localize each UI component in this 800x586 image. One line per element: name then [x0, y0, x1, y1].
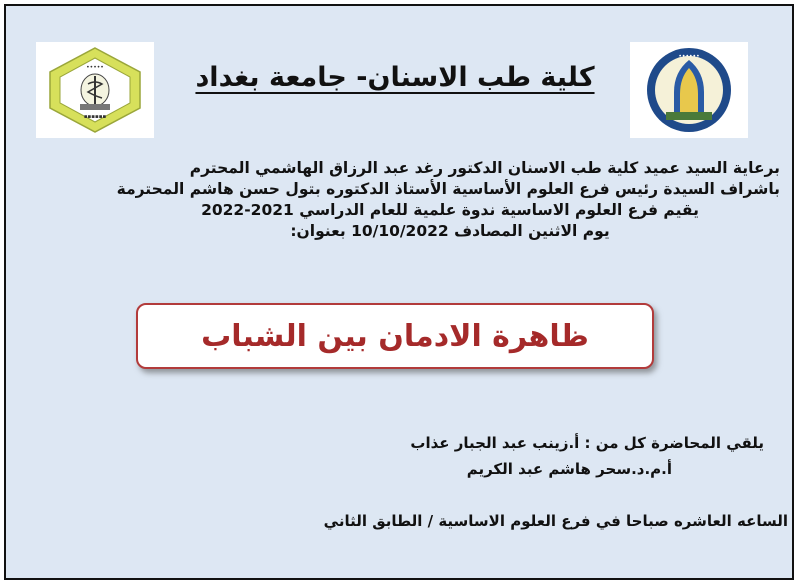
patronage-line: برعاية السيد عميد كلية طب الاسنان الدكتور رغد عبد الرزاق الهاشمي المحترم [189, 159, 780, 177]
supervision-line: باشراف السيدة رئيس فرع العلوم الأساسية الأستاذ الدكتوره بتول حسن هاشم المحترمة [116, 180, 780, 198]
topic-title: ظاهرة الادمان بين الشباب [201, 318, 589, 354]
topic-banner [136, 303, 654, 369]
lecturer-line-1: يلقي المحاضرة كل من : أ.زينب عبد الجبار عذاب [410, 434, 764, 452]
venue-text: الساعه العاشره صباحا في فرع العلوم الاساسية / الطابق الثاني [323, 512, 788, 530]
college-of-dentistry-logo [36, 42, 154, 138]
page-title: كلية طب الاسنان- جامعة بغداد [195, 62, 595, 93]
sponsorship-text [60, 158, 780, 242]
lecturer-line-2: أ.م.د.سحر هاشم عبد الكريم [466, 460, 672, 478]
lecturers-block [244, 430, 764, 482]
svg-text:▪▪▪▪▪▪: ▪▪▪▪▪▪ [83, 114, 107, 120]
svg-text:••••••: •••••• [678, 53, 700, 60]
svg-text:•••••: ••••• [86, 64, 104, 71]
university-of-baghdad-logo [630, 42, 748, 138]
seminar-line: يقيم فرع العلوم الاساسية ندوة علمية للعام الدراسي 2021-2022 [201, 201, 699, 219]
date-line: يوم الاثنين المصادف 10/10/2022 بعنوان: [290, 222, 610, 240]
